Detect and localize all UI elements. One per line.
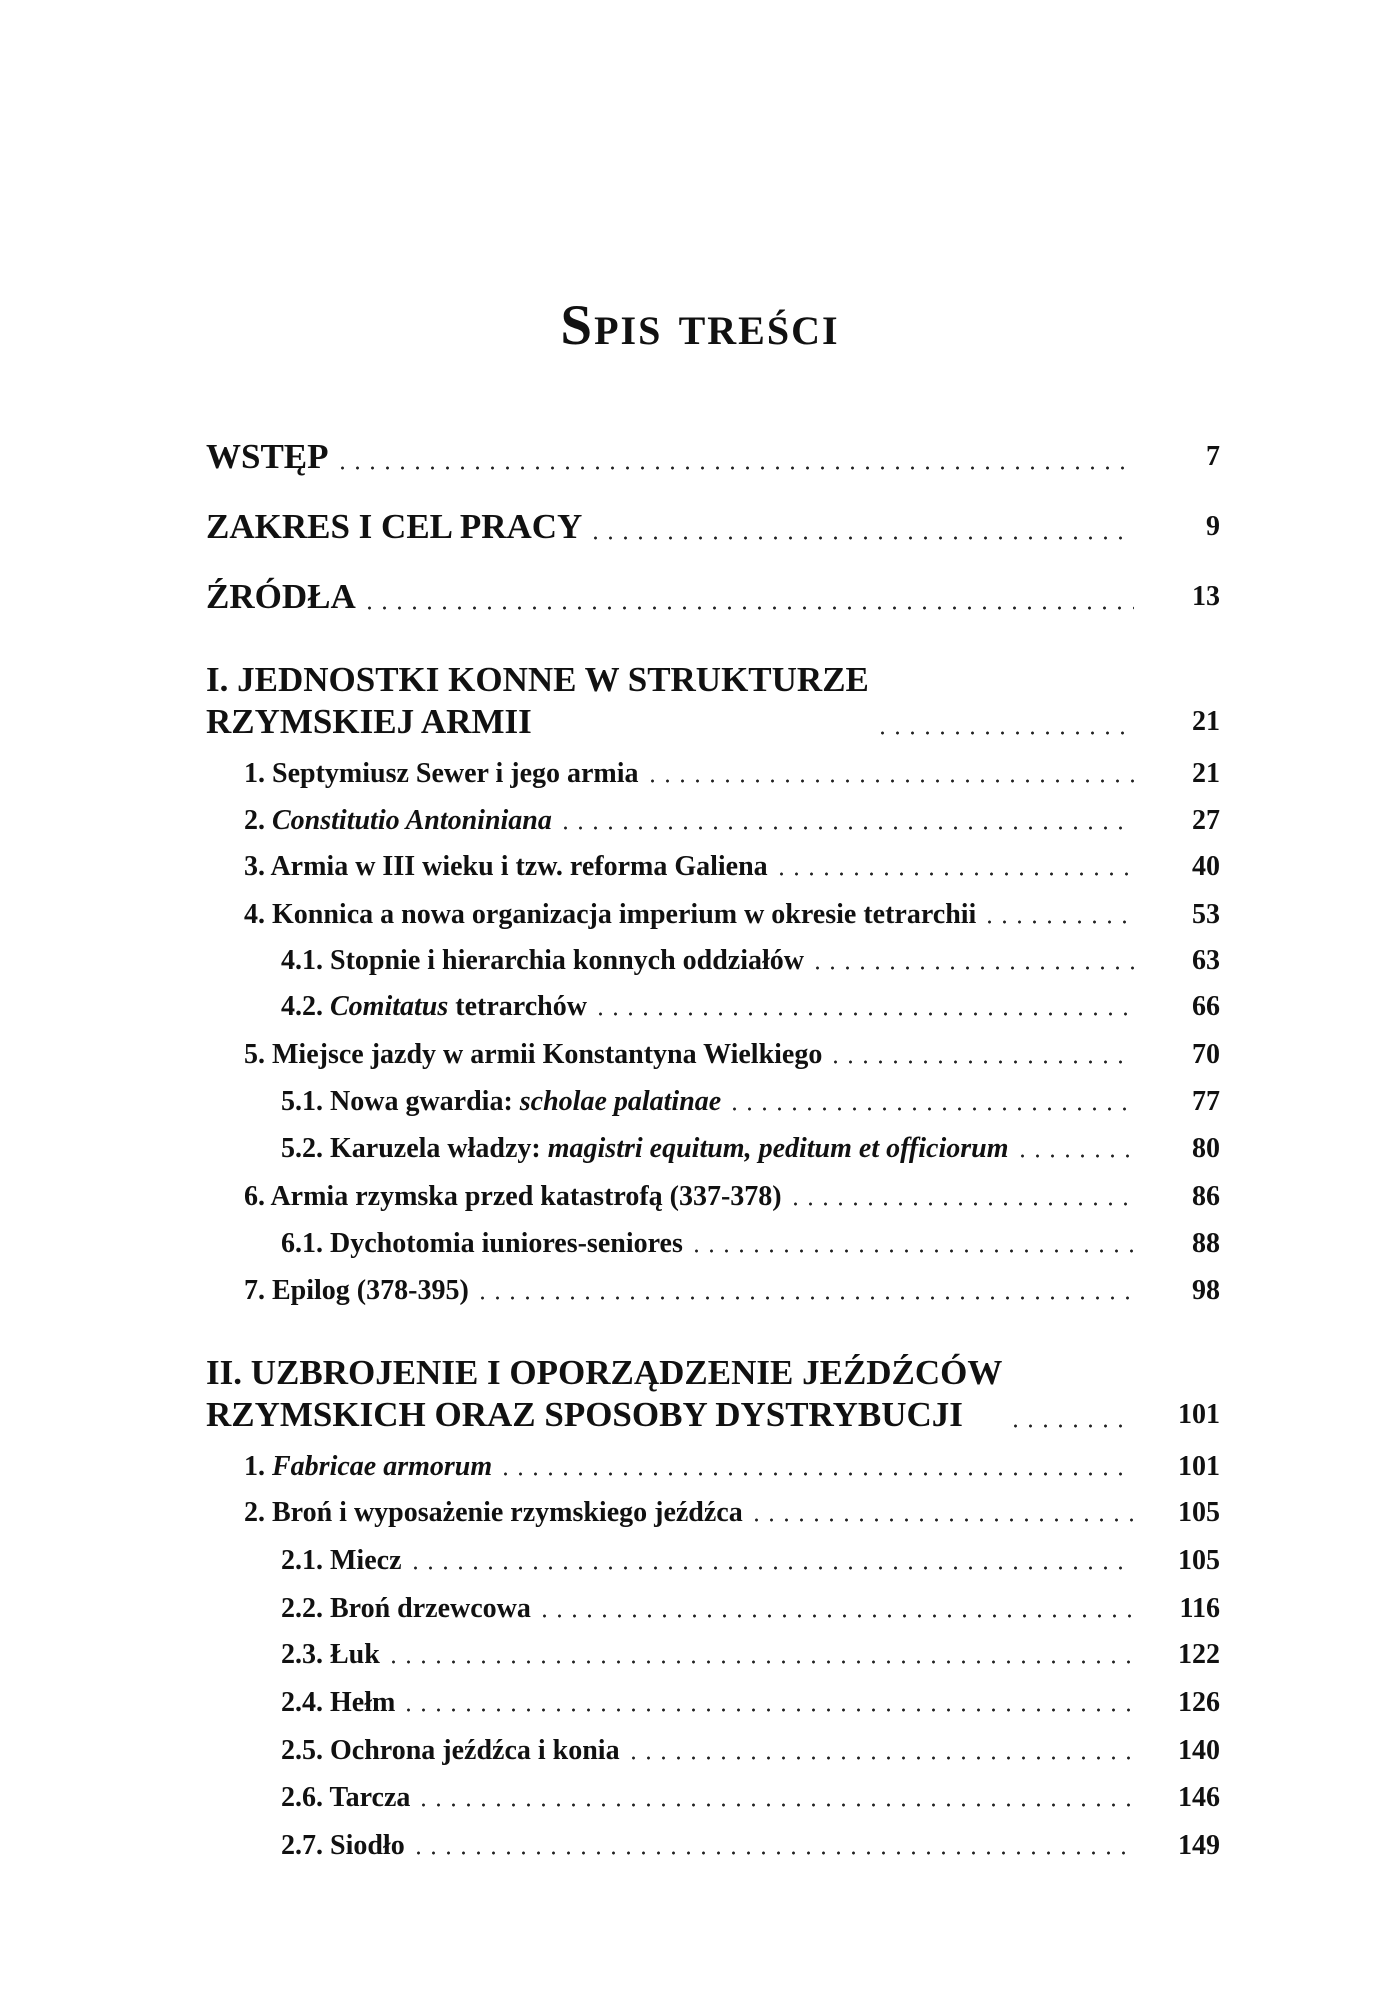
toc-page-number: 40 [1192, 850, 1220, 882]
dot-leader [982, 920, 1134, 924]
toc-entry-number: 5.2. Karuzela władzy: [281, 1132, 548, 1164]
toc-entry-title-line2: RZYMSKIEJ ARMII [206, 701, 532, 741]
toc-entry-text: 4. Konnica a nowa organizacja imperium w okresie tetrarchii [244, 898, 977, 930]
toc-page-number: 101 [1178, 1398, 1220, 1430]
dot-leader [810, 966, 1134, 970]
toc-entry-title [244, 1179, 782, 1214]
toc-entry-text: 2.2. Broń drzewcowa [281, 1592, 531, 1624]
dot-leader [498, 1472, 1134, 1476]
dot-leader [626, 1756, 1134, 1760]
toc-entry-text: 2.5. Ochrona jeźdźca i konia [281, 1734, 620, 1766]
toc-chapter-entry [206, 1352, 1220, 1436]
dot-leader [558, 826, 1134, 830]
toc-subsection-entry [206, 1637, 1220, 1672]
toc-entry-title [281, 1828, 405, 1863]
toc-entry-title [281, 1131, 1009, 1166]
toc-chapter-entry [206, 659, 1220, 743]
toc-entry-title-line2: RZYMSKICH ORAZ SPOSOBY DYSTRYBUCJI [206, 1394, 963, 1434]
toc-entry-text: 7. Epilog (378-395) [244, 1274, 469, 1306]
toc-page-number: 13 [1192, 580, 1220, 612]
toc-entry-title [206, 575, 356, 619]
toc-entry-title-line1: I. JEDNOSTKI KONNE W STRUKTURZE [206, 659, 869, 699]
dot-leader [1015, 1154, 1135, 1158]
toc-page-number: 116 [1179, 1592, 1220, 1624]
toc-entry-text: 2. Broń i wyposażenie rzymskiego jeźdźca [244, 1496, 743, 1528]
toc-entry-title-line1: II. UZBROJENIE I OPORZĄDZENIE JEŹDŹCÓW [206, 1352, 1003, 1392]
toc-entry-text: 6.1. Dychotomia iuniores-seniores [281, 1227, 683, 1259]
dot-leader [401, 1708, 1134, 1712]
toc-entry-title [244, 1495, 743, 1530]
dot-leader [1008, 1424, 1134, 1428]
toc-entry-number: 2. [244, 804, 272, 836]
toc-page-number: 63 [1192, 944, 1220, 976]
toc-page-number: 27 [1192, 804, 1220, 836]
toc-page-number: 21 [1192, 705, 1220, 737]
toc-page-number: 98 [1192, 1274, 1220, 1306]
toc-page-number: 88 [1192, 1227, 1220, 1259]
toc-entry-text: WSTĘP [206, 436, 329, 476]
toc-entry-title [281, 1226, 683, 1261]
toc-section-entry [206, 897, 1220, 932]
dot-leader [875, 731, 1134, 735]
toc-entry-title-suffix: tetrarchów [448, 990, 587, 1022]
toc-entry-text: ŹRÓDŁA [206, 576, 356, 616]
dot-leader [411, 1851, 1134, 1855]
toc-entry-text: 2.6. Tarcza [281, 1781, 411, 1813]
toc-entry-title [206, 659, 869, 743]
dot-leader [408, 1566, 1135, 1570]
toc-page-number: 66 [1192, 990, 1220, 1022]
toc-entry-italic-title: Constitutio Antoniniana [272, 804, 552, 836]
toc-entry-title [244, 1449, 492, 1484]
toc-entry-title [281, 1084, 721, 1119]
dot-leader [788, 1202, 1134, 1206]
toc-entry-title [281, 1780, 410, 1815]
toc-entry-text: ZAKRES I CEL PRACY [206, 506, 583, 546]
toc-page-number: 80 [1192, 1132, 1220, 1164]
dot-leader [593, 1012, 1134, 1016]
toc-entry-text: 2.4. Hełm [281, 1686, 396, 1718]
toc-entry-title [281, 943, 804, 978]
toc-page-number: 105 [1178, 1496, 1220, 1528]
toc-subsection-entry [206, 1084, 1220, 1119]
toc-subsection-entry [206, 1131, 1220, 1166]
toc-entry-title [281, 989, 587, 1024]
toc-subsection-entry [206, 943, 1220, 978]
toc-section-entry [206, 849, 1220, 884]
toc-entry-title [244, 897, 976, 932]
dot-leader [588, 536, 1134, 540]
toc-subsection-entry [206, 1685, 1220, 1720]
toc-page-number: 70 [1192, 1038, 1220, 1070]
toc-page-number: 86 [1192, 1180, 1220, 1212]
toc-entry-title [244, 1037, 822, 1072]
dot-leader [362, 606, 1134, 610]
toc-subsection-entry [206, 1733, 1220, 1768]
toc-subsection-entry [206, 989, 1220, 1024]
toc-entry-number: 1. [244, 1450, 272, 1482]
toc-page-number: 9 [1206, 510, 1220, 542]
dot-leader [749, 1518, 1134, 1522]
toc-entry-title [206, 435, 329, 479]
dot-leader [537, 1614, 1134, 1618]
toc-page-number: 101 [1178, 1450, 1220, 1482]
toc-section-entry [206, 803, 1220, 838]
toc-entry-italic-title: scholae palatinae [519, 1085, 722, 1117]
toc-entry-italic-title: Fabricae armorum [272, 1450, 493, 1482]
toc-entry-text: 2.1. Miecz [281, 1544, 402, 1576]
toc-entry-title [206, 505, 582, 549]
toc-subsection-entry [206, 1226, 1220, 1261]
toc-page-number: 122 [1178, 1638, 1220, 1670]
toc-page-number: 77 [1192, 1085, 1220, 1117]
dot-leader [335, 466, 1134, 470]
dot-leader [828, 1060, 1134, 1064]
toc-page-number: 149 [1178, 1829, 1220, 1861]
toc-entry-text: 5. Miejsce jazdy w armii Konstantyna Wielkiego [244, 1038, 823, 1070]
toc-page-number: 105 [1178, 1544, 1220, 1576]
toc-entry-number: 5.1. Nowa gwardia: [281, 1085, 520, 1117]
toc-entry-text: 3. Armia w III wieku i tzw. reforma Galiena [244, 850, 768, 882]
dot-leader [689, 1249, 1134, 1253]
toc-page-number: 7 [1206, 440, 1220, 472]
dot-leader [386, 1660, 1134, 1664]
page-title: Spis treści [560, 294, 840, 357]
dot-leader [774, 872, 1134, 876]
toc-section-entry [206, 1037, 1220, 1072]
toc-entry-text: 2.3. Łuk [281, 1638, 380, 1670]
toc-section-entry [206, 1449, 1220, 1484]
toc-entry-text: 4.1. Stopnie i hierarchia konnych oddziałów [281, 944, 805, 976]
toc-section-entry [206, 1179, 1220, 1214]
toc-entry-title [281, 1733, 620, 1768]
toc-entry-title [281, 1543, 402, 1578]
dot-leader [727, 1107, 1134, 1111]
toc-entry-title [244, 849, 768, 884]
toc-subsection-entry [206, 1543, 1220, 1578]
toc-entry-text: 2.7. Siodło [281, 1829, 405, 1861]
toc-section-entry [206, 1495, 1220, 1530]
toc-page-number: 140 [1178, 1734, 1220, 1766]
toc-entry-italic-title: magistri equitum, peditum et officiorum [547, 1132, 1009, 1164]
toc-entry-title [244, 756, 639, 791]
dot-leader [416, 1803, 1134, 1807]
toc-section-entry [206, 756, 1220, 791]
toc-section-entry [206, 1273, 1220, 1308]
toc-entry-title [281, 1591, 531, 1626]
toc-page-number: 53 [1192, 898, 1220, 930]
toc-entry-title [281, 1685, 395, 1720]
dot-leader [475, 1296, 1134, 1300]
toc-subsection-entry [206, 1828, 1220, 1863]
toc-entry-title [281, 1637, 380, 1672]
toc-page-number: 146 [1178, 1781, 1220, 1813]
toc-entry-title [206, 1352, 1002, 1436]
toc-entry-number: 4.2. [281, 990, 330, 1022]
toc-entry-italic-title: Comitatus [330, 990, 449, 1022]
toc-page-number: 21 [1192, 757, 1220, 789]
toc-page-number: 126 [1178, 1686, 1220, 1718]
toc-chapter-entry [206, 505, 1220, 549]
toc-chapter-entry [206, 575, 1220, 619]
toc-entry-text: 6. Armia rzymska przed katastrofą (337-378) [244, 1180, 782, 1212]
dot-leader [645, 779, 1134, 783]
toc-entry-title [244, 803, 552, 838]
toc-entry-text: 1. Septymiusz Sewer i jego armia [244, 757, 639, 789]
toc-entry-title [244, 1273, 469, 1308]
toc-subsection-entry [206, 1780, 1220, 1815]
toc-subsection-entry [206, 1591, 1220, 1626]
toc-chapter-entry [206, 435, 1220, 479]
